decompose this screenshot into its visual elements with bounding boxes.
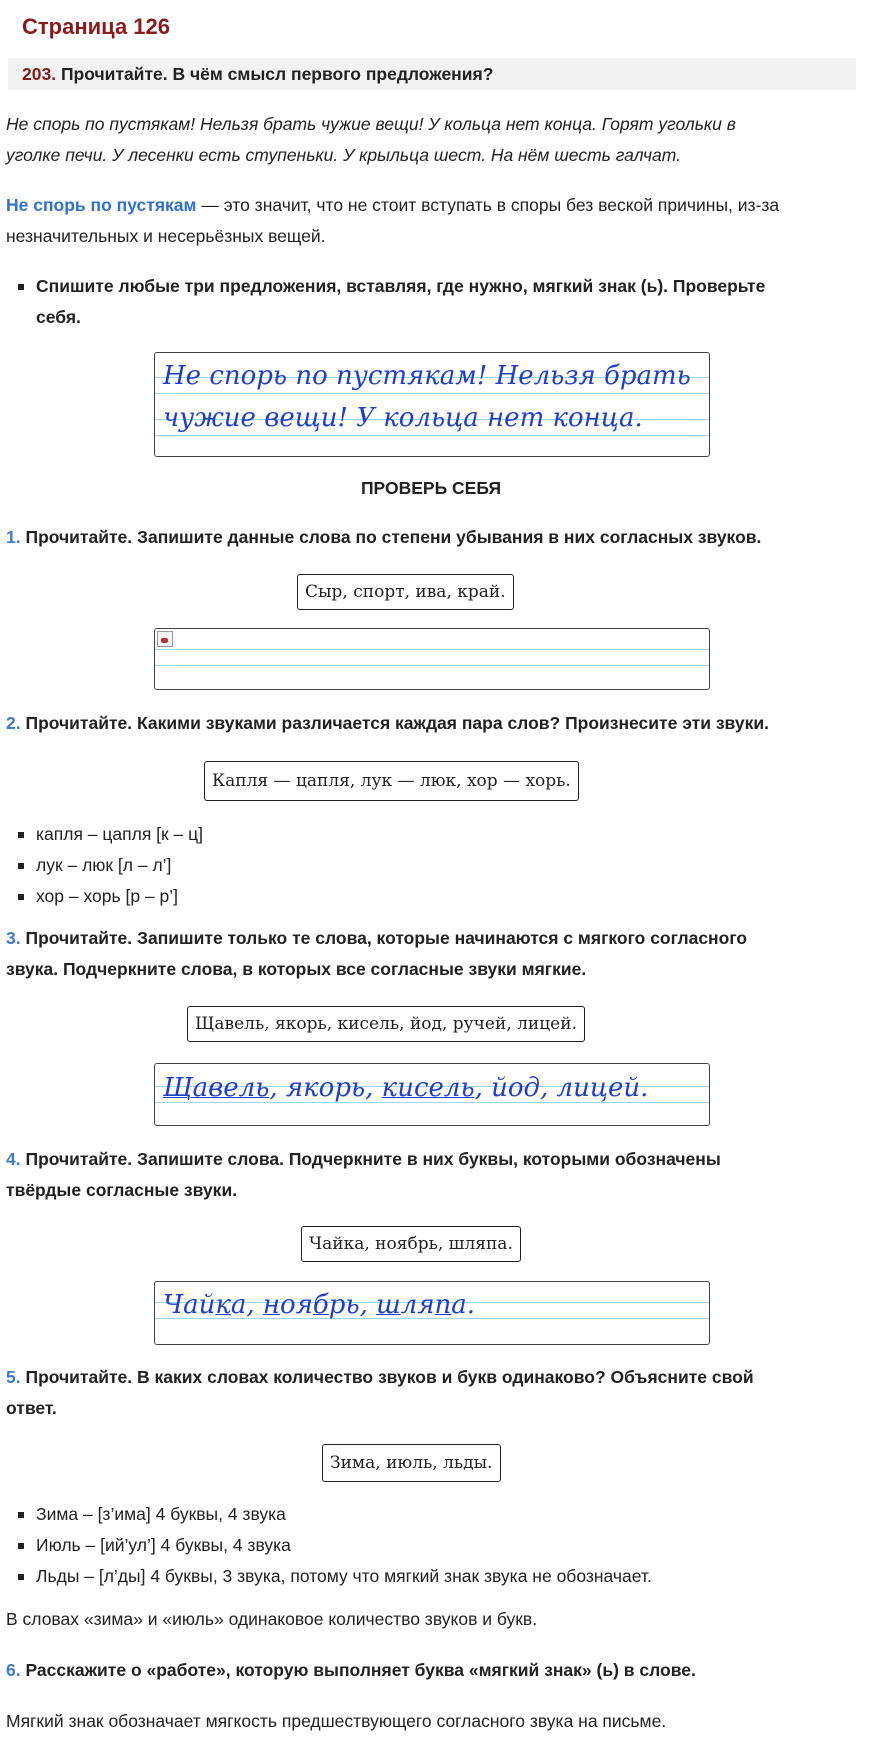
meaning-highlight: Не спорь по пустякам xyxy=(6,195,197,215)
check-heading: ПРОВЕРЬ СЕБЯ xyxy=(360,478,502,498)
instruction-list xyxy=(6,271,846,333)
answer-item: лук – люк [л – л’] xyxy=(6,850,866,881)
passage-line: уголке печи. У лесенки есть ступеньки. У крыльца шест. На нём шесть галчат. xyxy=(6,145,682,165)
q1-words-box: Сыр, спорт, ива, край. xyxy=(297,574,514,610)
q4-number: 4. xyxy=(6,1149,21,1169)
passage xyxy=(6,109,866,171)
q4-text: 4. Прочитайте. Запишите слова. Подчеркните в них буквы, которыми обозначены твёрдые согласные звуки. xyxy=(6,1149,721,1200)
answer-item: Льды – [л’ды] 4 буквы, 3 звука, потому что мягкий знак звука не обозначает. xyxy=(6,1561,866,1592)
handwriting-line: Не спорь по пустякам! Нельзя брать xyxy=(163,361,691,391)
instruction-item: Спишите любые три предложения, вставляя, где нужно, мягкий знак (ь). Проверьте себя. xyxy=(6,271,846,333)
handwriting-line: Чайка, ноябрь, шляпа. xyxy=(163,1290,476,1320)
handwriting-line: Щавель, якорь, кисель, йод, лицей. xyxy=(163,1073,649,1103)
q1-answer-image xyxy=(154,628,710,690)
passage-line: Не спорь по пустякам! Нельзя брать чужие вещи! У кольца нет конца. Горят угольки в xyxy=(6,114,736,134)
q5-answers xyxy=(6,1499,866,1592)
answer-item: Зима – [з’има] 4 буквы, 4 звука xyxy=(6,1499,866,1530)
meaning-text: незначительных и несерьёзных вещей. xyxy=(6,226,326,246)
q6-answer: Мягкий знак обозначает мягкость предшествующего согласного звука на письме. xyxy=(6,1711,667,1731)
task-header xyxy=(8,58,856,90)
meaning-explanation xyxy=(6,190,866,252)
q5-conclusion: В словах «зима» и «июль» одинаковое количество звуков и букв. xyxy=(6,1609,538,1629)
q3-words-box: Щавель, якорь, кисель, йод, ручей, лицей. xyxy=(187,1006,585,1042)
task-number: 203. xyxy=(22,64,57,84)
broken-image-icon xyxy=(157,631,173,647)
handwriting-box xyxy=(154,352,710,457)
q6-text: 6. Расскажите о «работе», которую выполняет буква «мягкий знак» (ь) в слове. xyxy=(6,1660,696,1680)
task-text: Прочитайте. В чём смысл первого предложения? xyxy=(60,64,494,84)
page-title: Страница 126 xyxy=(22,14,170,39)
answer-item: капля – цапля [к – ц] xyxy=(6,819,866,850)
q6-number: 6. xyxy=(6,1660,21,1680)
q2-text: 2. Прочитайте. Какими звуками различается каждая пара слов? Произнесите эти звуки. xyxy=(6,713,769,733)
q2-words-box: Капля — цапля, лук — люк, хор — хорь. xyxy=(204,761,579,801)
q3-handwriting-box xyxy=(154,1063,710,1126)
q5-words-box: Зима, июль, льды. xyxy=(322,1444,501,1482)
handwriting-line: чужие вещи! У кольца нет конца. xyxy=(163,403,643,433)
q2-answers xyxy=(6,819,866,912)
answer-item: Июль – [ий’ул’] 4 буквы, 4 звука xyxy=(6,1530,866,1561)
q5-text: 5. Прочитайте. В каких словах количество звуков и букв одинаково? Объясните свой ответ. xyxy=(6,1367,754,1418)
q3-number: 3. xyxy=(6,928,21,948)
q1-text: 1. Прочитайте. Запишите данные слова по степени убывания в них согласных звуков. xyxy=(6,527,762,547)
q5-number: 5. xyxy=(6,1367,21,1387)
q4-words-box: Чайка, ноябрь, шляпа. xyxy=(301,1226,521,1262)
q1-number: 1. xyxy=(6,527,21,547)
answer-item: хор – хорь [р – р’] xyxy=(6,881,866,912)
q2-number: 2. xyxy=(6,713,21,733)
q4-handwriting-box xyxy=(154,1281,710,1345)
q3-text: 3. Прочитайте. Запишите только те слова, которые начинаются с мягкого согласного звука. Подчеркните слова, в которых все согласные звуки мягкие. xyxy=(6,928,748,979)
meaning-text: — это значит, что не стоит вступать в споры без веской причины, из-за xyxy=(196,195,780,215)
